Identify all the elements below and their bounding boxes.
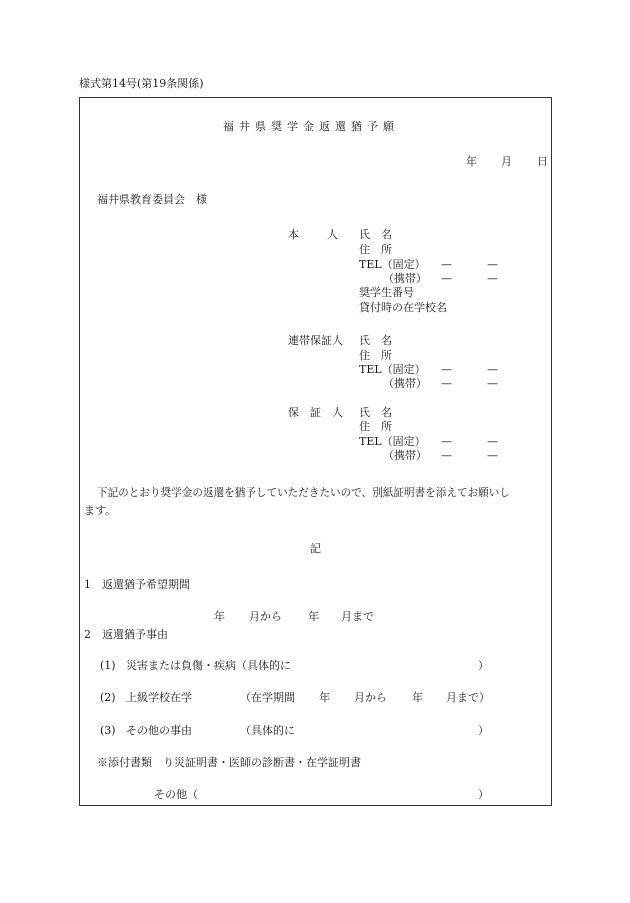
- section1-heading: 1 返還猶予希望期間: [84, 578, 190, 591]
- guarantor-tel-fixed-dash-2: —: [487, 435, 498, 448]
- form-number: 様式第14号(第19条関係): [79, 77, 204, 90]
- joint-guarantor-tel-mobile-dash-2: —: [487, 377, 498, 390]
- joint-guarantor-tel-mobile-dash-1: —: [441, 377, 452, 390]
- other-attachment-close: ）: [478, 788, 489, 801]
- reason-2-text: 上級学校在学: [126, 691, 192, 704]
- reason-2-period-label: （在学期間: [240, 691, 295, 704]
- date-month-label: 月: [501, 155, 512, 168]
- applicant-tel-fixed-dash-1: —: [441, 258, 452, 271]
- guarantor-tel-mobile-dash-1: —: [441, 449, 452, 462]
- section1-until: 月まで: [341, 610, 374, 623]
- guarantor-name-label: 氏 名: [359, 406, 392, 419]
- guarantor-tel-mobile-dash-2: —: [487, 449, 498, 462]
- applicant-school-label: 貸付時の在学校名: [359, 301, 447, 314]
- reason-3-close: ）: [478, 724, 489, 737]
- section1-year-2: 年: [308, 610, 319, 623]
- reason-2-year-1: 年: [319, 691, 330, 704]
- joint-guarantor-name-label: 氏 名: [359, 334, 392, 347]
- date-day-label: 日: [537, 155, 548, 168]
- other-attachment-label: その他（: [154, 788, 198, 801]
- applicant-tel-fixed-label: TEL（固定）: [359, 258, 426, 271]
- reason-2-number: (2): [100, 691, 116, 704]
- applicant-role: 本 人: [288, 228, 340, 241]
- ki-heading: 記: [310, 542, 321, 555]
- joint-guarantor-address-label: 住 所: [359, 349, 392, 362]
- joint-guarantor-tel-fixed-label: TEL（固定）: [359, 363, 426, 376]
- request-text-line-2: ます。: [84, 504, 117, 517]
- joint-guarantor-tel-fixed-dash-2: —: [487, 363, 498, 376]
- applicant-tel-fixed-dash-2: —: [487, 258, 498, 271]
- joint-guarantor-role: 連帯保証人: [288, 334, 343, 347]
- section1-year-1: 年: [214, 610, 225, 623]
- reason-3-text: その他の事由: [126, 724, 192, 737]
- guarantor-address-label: 住 所: [359, 420, 392, 433]
- reason-3-detail-label: （具体的に: [240, 724, 295, 737]
- guarantor-role: 保 証 人: [288, 406, 343, 419]
- reason-1-close: ）: [478, 659, 489, 672]
- applicant-name-label: 氏 名: [359, 228, 392, 241]
- reason-1-text: 災害または負傷・疾病（具体的に: [126, 659, 291, 672]
- guarantor-tel-fixed-dash-1: —: [441, 435, 452, 448]
- section2-heading: 2 返還猶予事由: [84, 628, 168, 641]
- guarantor-tel-mobile-label: （携帯）: [383, 449, 427, 462]
- guarantor-tel-fixed-label: TEL（固定）: [359, 435, 426, 448]
- applicant-tel-mobile-dash-2: —: [487, 272, 498, 285]
- addressee: 福井県教育委員会 様: [97, 193, 207, 206]
- applicant-tel-mobile-label: （携帯）: [383, 272, 427, 285]
- joint-guarantor-tel-fixed-dash-1: —: [441, 363, 452, 376]
- request-text-line-1: 下記のとおり奨学金の返還を猶予していただきたいので、別紙証明書を添えてお願いし: [97, 487, 510, 499]
- reason-2-year-2: 年: [412, 691, 423, 704]
- applicant-student-number-label: 奨学生番号: [359, 286, 414, 299]
- reason-2-from: 月から: [354, 691, 387, 704]
- reason-1-number: (1): [100, 659, 116, 672]
- reason-3-number: (3): [100, 724, 116, 737]
- joint-guarantor-tel-mobile-label: （携帯）: [383, 377, 427, 390]
- form-title: 福井県奨学金返還猶予願: [223, 120, 399, 133]
- section1-from: 月から: [249, 610, 282, 623]
- attachments-note: ※添付書類 り災証明書・医師の診断書・在学証明書: [97, 756, 361, 769]
- applicant-tel-mobile-dash-1: —: [441, 272, 452, 285]
- reason-2-until: 月まで）: [446, 691, 490, 704]
- applicant-address-label: 住 所: [359, 243, 392, 256]
- date-year-label: 年: [466, 155, 477, 168]
